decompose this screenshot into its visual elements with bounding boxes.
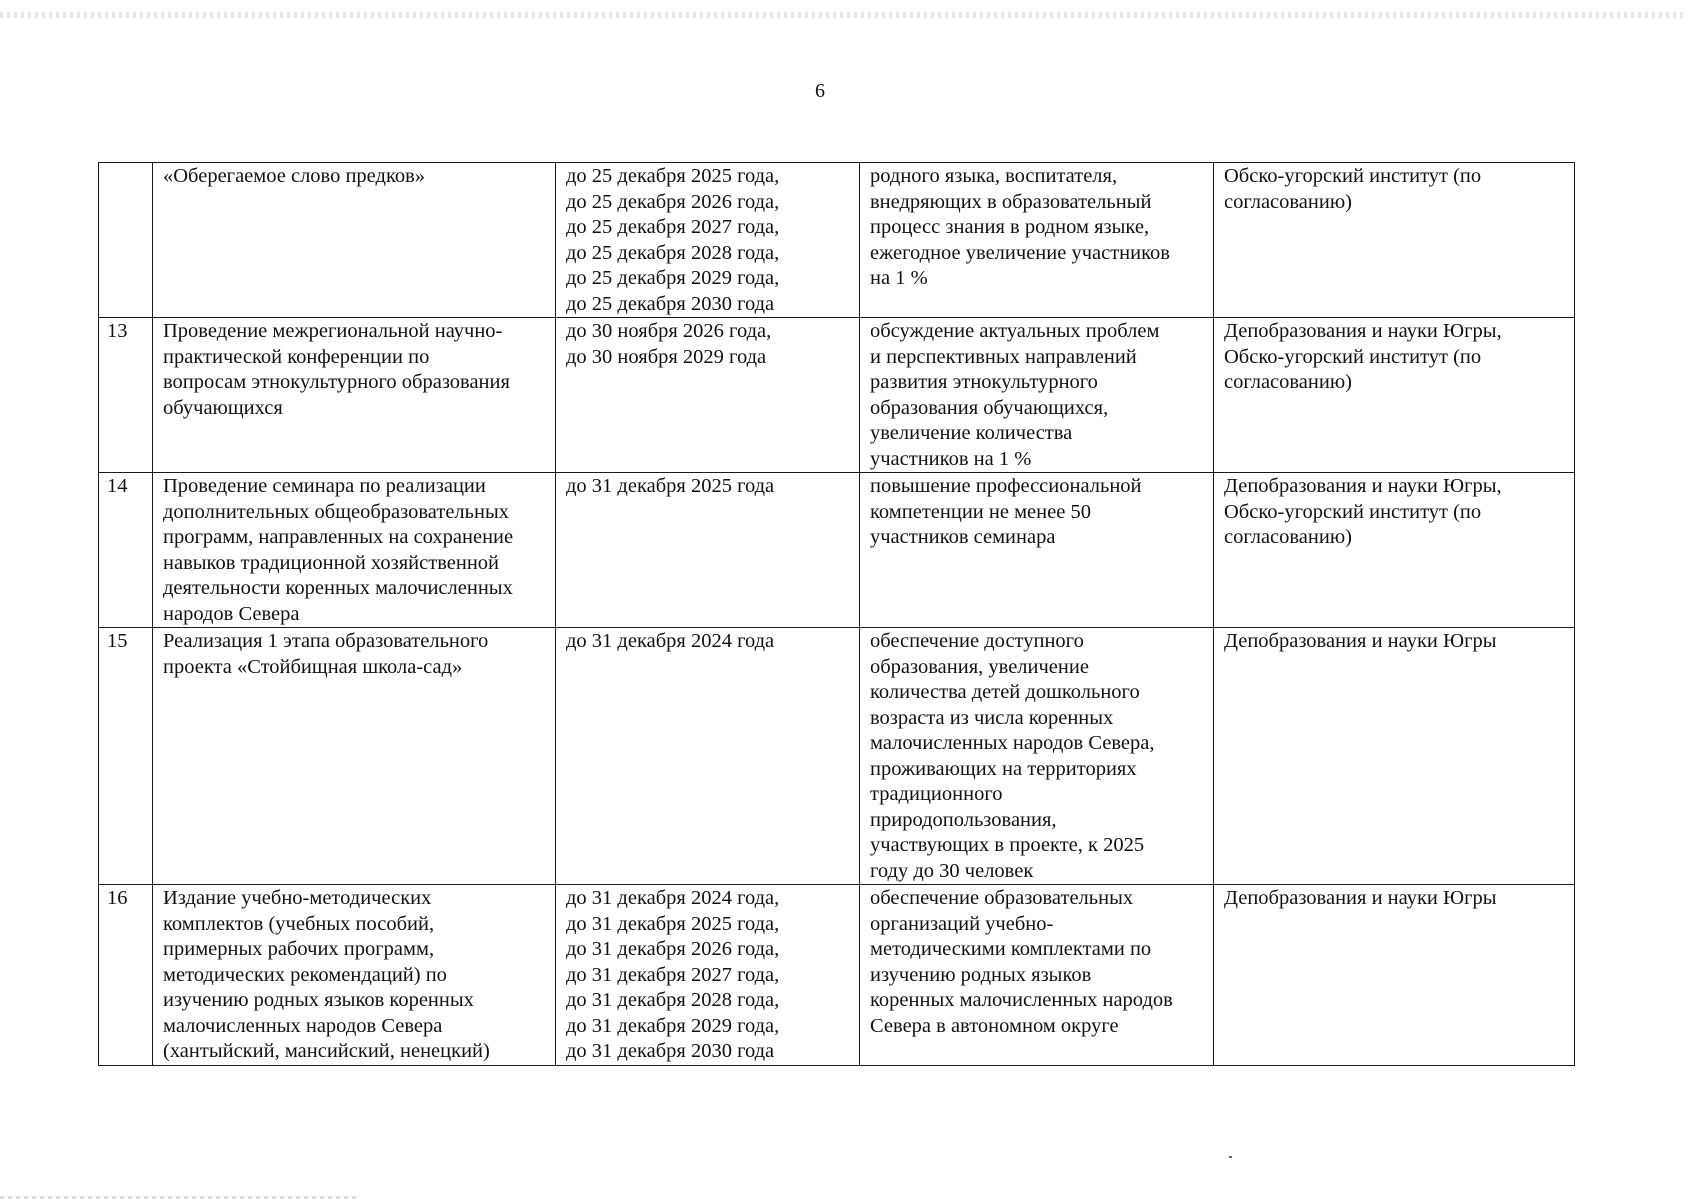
deadline-line: до 31 декабря 2025 года, — [566, 912, 780, 935]
result-line: организаций учебно- — [870, 912, 1054, 935]
cell-deadline — [556, 318, 860, 473]
deadline-line: до 31 декабря 2029 года, — [566, 1014, 780, 1037]
responsible-line: Депобразования и науки Югры — [1224, 887, 1497, 909]
event-line: навыков традиционной хозяйственной — [163, 551, 500, 574]
result-line: количества детей дошкольного — [870, 681, 1140, 703]
cell-result — [860, 318, 1214, 473]
cell-responsible — [1214, 885, 1575, 1066]
deadline-line: до 31 декабря 2028 года, — [566, 989, 780, 1011]
cell-result — [860, 163, 1214, 318]
event-line: народов Севера — [163, 602, 300, 625]
event-line: Издание учебно-методических — [163, 887, 432, 909]
table-row — [99, 628, 1575, 885]
scan-speck — [1229, 1156, 1232, 1158]
table-row — [99, 473, 1575, 628]
result-line: коренных малочисленных народов — [870, 989, 1173, 1011]
deadline-line: до 31 декабря 2026 года, — [566, 938, 780, 960]
cell-num: 16 — [99, 885, 153, 1066]
cell-event — [153, 318, 556, 473]
event-line: вопросам этнокультурного образования — [163, 371, 510, 393]
event-line: малочисленных народов Севера — [163, 1014, 443, 1037]
cell-deadline — [556, 885, 860, 1066]
cell-num: 14 — [99, 473, 153, 628]
cell-num — [99, 163, 153, 318]
event-line: Реализация 1 этапа образовательного — [163, 630, 489, 652]
deadline-line: до 31 декабря 2024 года — [566, 630, 775, 652]
deadline-line: до 30 ноября 2029 года — [566, 345, 767, 368]
deadline-line: до 25 декабря 2025 года, — [566, 165, 780, 187]
page-number: 6 — [815, 80, 825, 102]
event-line: Проведение межрегиональной научно- — [163, 320, 503, 342]
deadline-line: до 25 декабря 2027 года, — [566, 216, 780, 238]
result-line: природопользования, — [870, 808, 1057, 831]
result-line: методическими комплектами по — [870, 938, 1152, 960]
event-line: деятельности коренных малочисленных — [163, 577, 513, 599]
event-line: Проведение семинара по реализации — [163, 475, 486, 497]
event-line: комплектов (учебных пособий, — [163, 912, 435, 935]
result-line: участников семинара — [870, 526, 1056, 548]
event-line: дополнительных общеобразовательных — [163, 500, 509, 523]
result-line: году до 30 человек — [870, 859, 1034, 882]
result-line: проживающих на территориях — [870, 757, 1137, 780]
result-line: компетенции не менее 50 — [870, 500, 1091, 523]
result-line: участников на 1 % — [870, 447, 1032, 470]
result-line: изучению родных языков — [870, 963, 1092, 986]
deadline-line: до 31 декабря 2025 года — [566, 475, 775, 497]
cell-num: 15 — [99, 628, 153, 885]
result-line: образования обучающихся, — [870, 396, 1109, 419]
scan-edge-top — [0, 12, 1686, 18]
responsible-line: Депобразования и науки Югры, — [1224, 320, 1502, 342]
result-line: обеспечение доступного — [870, 630, 1084, 652]
table-row — [99, 885, 1575, 1066]
deadline-line: до 30 ноября 2026 года, — [566, 320, 772, 342]
result-line: процесс знания в родном языке, — [870, 216, 1150, 238]
result-line: развития этнокультурного — [870, 371, 1098, 393]
result-line: увеличение количества — [870, 422, 1073, 444]
table-body — [99, 163, 1575, 1066]
cell-result — [860, 628, 1214, 885]
table-row — [99, 163, 1575, 318]
deadline-line: до 31 декабря 2024 года, — [566, 887, 780, 909]
deadline-line: до 25 декабря 2028 года, — [566, 241, 780, 264]
result-line: образования, увеличение — [870, 655, 1089, 678]
deadline-line: до 31 декабря 2027 года, — [566, 963, 780, 986]
responsible-line: Обско-угорский институт (по — [1224, 165, 1482, 187]
cell-event — [153, 628, 556, 885]
cell-deadline — [556, 163, 860, 318]
cell-event — [153, 473, 556, 628]
result-line: обсуждение актуальных проблем — [870, 320, 1160, 342]
cell-event — [153, 163, 556, 318]
cell-responsible — [1214, 318, 1575, 473]
cell-responsible — [1214, 473, 1575, 628]
event-line: методических рекомендаций) по — [163, 963, 447, 986]
result-line: родного языка, воспитателя, — [870, 165, 1118, 187]
cell-result — [860, 885, 1214, 1066]
result-line: внедряющих в образовательный — [870, 190, 1152, 213]
event-line: программ, направленных на сохранение — [163, 526, 514, 548]
event-line: изучению родных языков коренных — [163, 989, 474, 1011]
result-line: малочисленных народов Севера, — [870, 732, 1155, 754]
event-line: обучающихся — [163, 396, 283, 419]
responsible-line: Депобразования и науки Югры — [1224, 630, 1497, 652]
responsible-line: Обско-угорский институт (по — [1224, 500, 1482, 523]
cell-responsible — [1214, 628, 1575, 885]
result-line: традиционного — [870, 783, 1003, 805]
result-line: и перспективных направлений — [870, 345, 1137, 368]
result-line: на 1 % — [870, 267, 928, 289]
deadline-line: до 25 декабря 2029 года, — [566, 267, 780, 289]
scan-edge-bottom — [0, 1196, 360, 1199]
result-line: возраста из числа коренных — [870, 706, 1114, 729]
cell-responsible — [1214, 163, 1575, 318]
responsible-line: Депобразования и науки Югры, — [1224, 475, 1502, 497]
deadline-line: до 25 декабря 2026 года, — [566, 190, 780, 213]
result-line: обеспечение образовательных — [870, 887, 1134, 909]
result-line: участвующих в проекте, к 2025 — [870, 834, 1145, 856]
cell-deadline — [556, 473, 860, 628]
cell-event — [153, 885, 556, 1066]
table-row — [99, 318, 1575, 473]
result-line: повышение профессиональной — [870, 475, 1142, 497]
cell-result — [860, 473, 1214, 628]
cell-deadline — [556, 628, 860, 885]
event-line: примерных рабочих программ, — [163, 938, 435, 960]
responsible-line: согласованию) — [1224, 371, 1352, 393]
event-line: «Оберегаемое слово предков» — [163, 165, 426, 187]
plan-table — [98, 162, 1575, 1066]
responsible-line: Обско-угорский институт (по — [1224, 345, 1482, 368]
responsible-line: согласованию) — [1224, 526, 1352, 548]
result-line: Севера в автономном округе — [870, 1014, 1119, 1037]
deadline-line: до 31 декабря 2030 года — [566, 1040, 775, 1062]
responsible-line: согласованию) — [1224, 190, 1352, 213]
event-line: проекта «Стойбищная школа-сад» — [163, 655, 463, 678]
event-line: (хантыйский, мансийский, ненецкий) — [163, 1040, 490, 1062]
event-line: практической конференции по — [163, 345, 430, 368]
cell-num: 13 — [99, 318, 153, 473]
result-line: ежегодное увеличение участников — [870, 241, 1170, 264]
deadline-line: до 25 декабря 2030 года — [566, 292, 775, 315]
